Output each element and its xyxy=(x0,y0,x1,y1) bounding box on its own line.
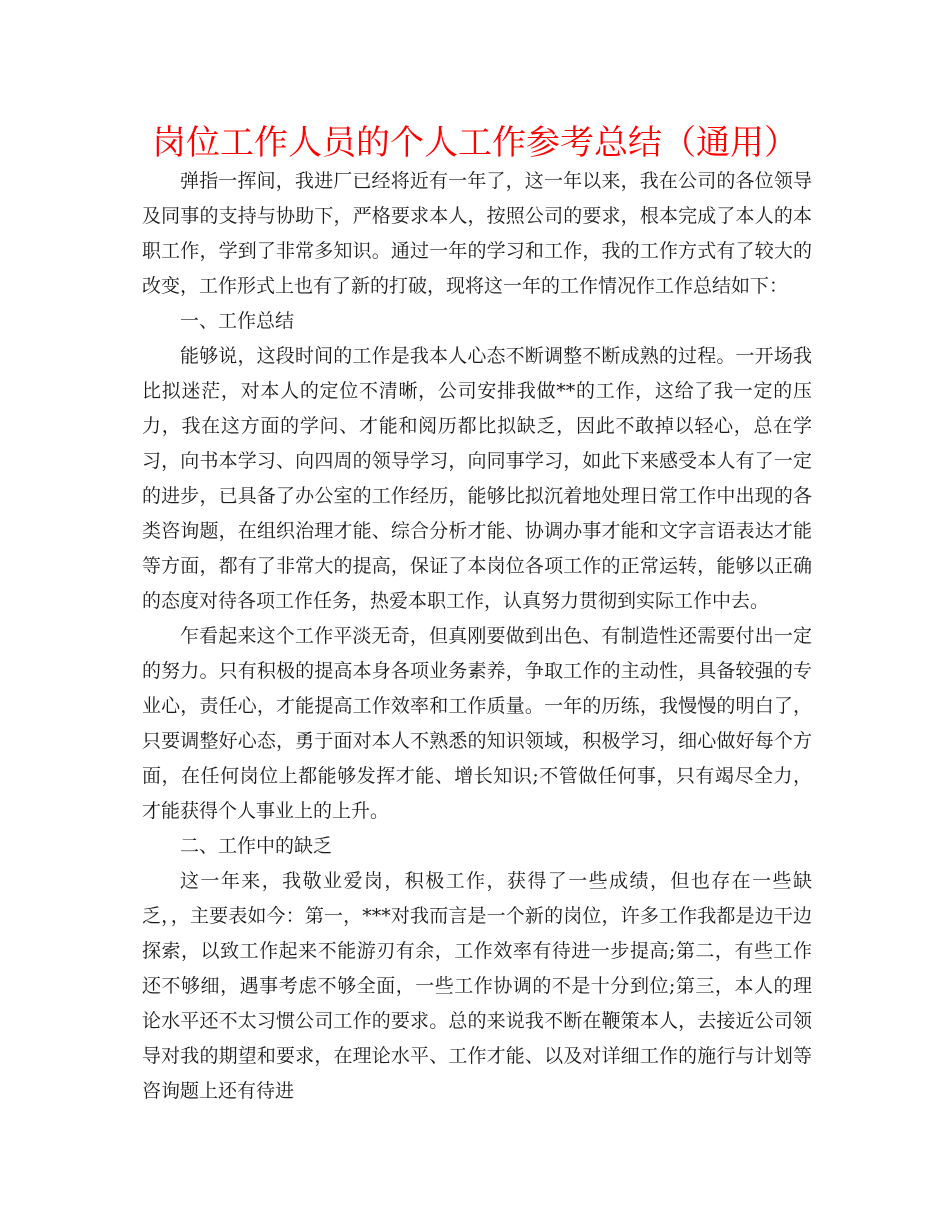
paragraph-shortcomings: 这一年来，我敬业爱岗，积极工作，获得了一些成绩，但也存在一些缺乏，，主要表如今：第一，***对我而言是一个新的岗位，许多工作我都是边干边探索，以致工作起来不能游刃有余，工作效率有待进一步提高;第二，有些工作还不够细，遇事考虑不够全面，一些工作协调的不是十分到位;第三，本人的理论水平还不太习惯公司工作的要求。总的来说我不断在鞭策本人，去接近公司领导对我的期望和要求，在理论水平、工作才能、以及对详细工作的施行与计划等咨询题上还有待进 xyxy=(142,870,812,1102)
section-heading-work-summary: 一、工作总结 xyxy=(180,310,295,332)
paragraph-work-summary-1: 能够说，这段时间的工作是我本人心态不断调整不断成熟的过程。一开场我比拟迷茫，对本人的定位不清晰，公司安排我做**的工作，这给了我一定的压力，我在这方面的学问、才能和阅历都比拟缺乏，因此不敢掉以轻心，总在学习，向书本学习、向四周的领导学习，向同事学习，如此下来感受本人有了一定的进步，已具备了办公室的工作经历，能够比拟沉着地处理日常工作中出现的各类咨询题，在组织治理才能、综合分析才能、协调办事才能和文字言语表达才能等方面，都有了非常大的提高，保证了本岗位各项工作的正常运转，能够以正确的态度对待各项工作任务，热爱本职工作，认真努力贯彻到实际工作中去。 xyxy=(142,345,812,612)
paragraph-intro: 弹指一挥间，我进厂已经将近有一年了，这一年以来，我在公司的各位领导及同事的支持与协助下，严格要求本人，按照公司的要求，根本完成了本人的本职工作，学到了非常多知识。通过一年的学习和工作，我的工作方式有了较大的改变，工作形式上也有了新的打破，现将这一年的工作情况作工作总结如下： xyxy=(142,170,812,297)
section-heading-shortcomings: 二、工作中的缺乏 xyxy=(180,835,333,857)
document-body xyxy=(142,164,812,1109)
paragraph-work-summary-2: 乍看起来这个工作平淡无奇，但真刚要做到出色、有制造性还需要付出一定的努力。只有积极的提高本身各项业务素养，争取工作的主动性，具备较强的专业心，责任心，才能提高工作效率和工作质量。一年的历练，我慢慢的明白了，只要调整好心态，勇于面对本人不熟悉的知识领域，积极学习，细心做好每个方面，在任何岗位上都能够发挥才能、增长知识;不管做任何事，只有竭尽全力，才能获得个人事业上的上升。 xyxy=(142,625,812,822)
page-title: 岗位工作人员的个人工作参考总结（通用） xyxy=(152,123,798,163)
